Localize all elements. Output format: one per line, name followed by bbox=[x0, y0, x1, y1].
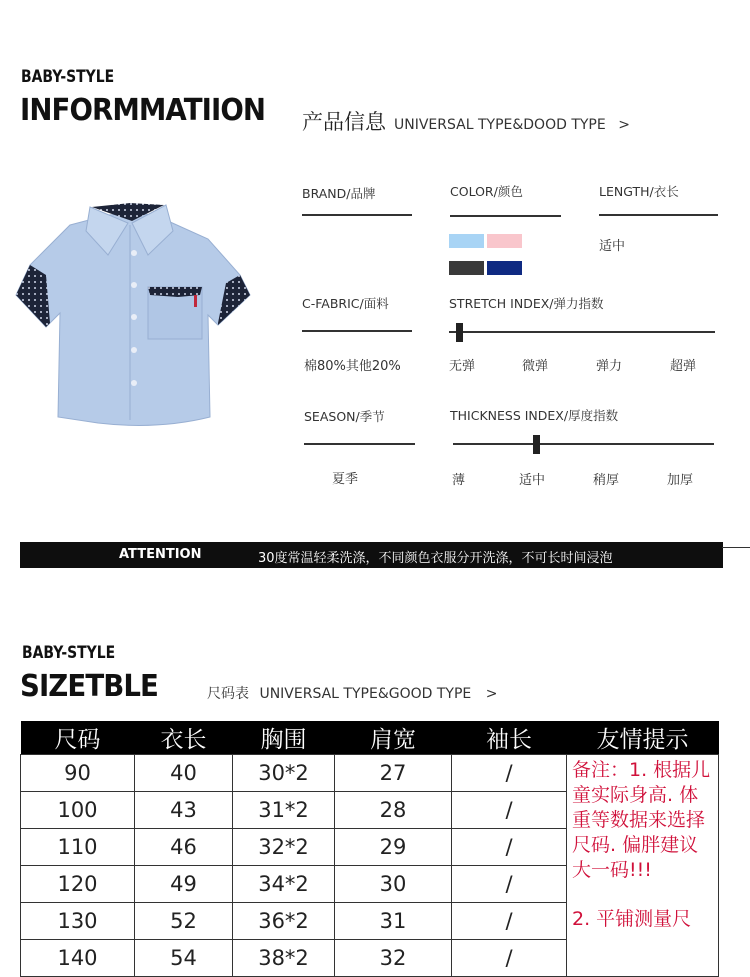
season-label: SEASON/季节 bbox=[304, 409, 385, 424]
attention-text: 30度常温轻柔洗涤，不同颜色衣服分开洗涤，不可长时间浸泡 bbox=[258, 551, 613, 566]
cell-size: 90 bbox=[21, 755, 135, 792]
cell-length: 54 bbox=[135, 940, 233, 977]
cell-shoulder: 29 bbox=[335, 829, 452, 866]
brand-title: INFORMMATIION bbox=[20, 93, 266, 128]
cell-shoulder: 32 bbox=[335, 940, 452, 977]
cell-sleeve: / bbox=[452, 903, 567, 940]
cell-sleeve: / bbox=[452, 829, 567, 866]
size-subtitle bbox=[207, 683, 497, 703]
thickness-option: 加厚 bbox=[667, 473, 694, 488]
cell-length: 43 bbox=[135, 792, 233, 829]
tips-cell bbox=[567, 755, 719, 977]
color-underline bbox=[450, 215, 561, 217]
cell-size: 110 bbox=[21, 829, 135, 866]
cell-size: 100 bbox=[21, 792, 135, 829]
cell-size: 140 bbox=[21, 940, 135, 977]
length-underline bbox=[599, 214, 718, 216]
brand-underline bbox=[302, 214, 412, 216]
color-swatch-navy bbox=[487, 261, 522, 275]
size-title: SIZETBLE bbox=[20, 669, 158, 704]
size-brand-small-label: BABY-STYLE bbox=[22, 643, 116, 663]
color-swatch-pink bbox=[487, 234, 522, 248]
cell-sleeve: / bbox=[452, 792, 567, 829]
attention-label: ATTENTION bbox=[119, 547, 202, 562]
attention-bar bbox=[20, 542, 723, 568]
size-subtitle-en: UNIVERSAL TYPE&GOOD TYPE bbox=[259, 686, 472, 702]
thickness-option: 稍厚 bbox=[593, 473, 620, 488]
cell-sleeve: / bbox=[452, 755, 567, 792]
header-tips: 友情提示 bbox=[567, 721, 719, 755]
color-label: COLOR/颜色 bbox=[450, 184, 523, 199]
brand-label: BRAND/品牌 bbox=[302, 186, 376, 201]
size-table bbox=[20, 721, 719, 977]
thickness-option: 适中 bbox=[519, 473, 546, 488]
cell-length: 52 bbox=[135, 903, 233, 940]
stretch-option: 无弹 bbox=[449, 359, 476, 374]
section-heading bbox=[302, 106, 630, 136]
length-value: 适中 bbox=[599, 239, 626, 254]
stretch-scale bbox=[449, 331, 715, 333]
cell-chest: 36*2 bbox=[233, 903, 335, 940]
cell-length: 40 bbox=[135, 755, 233, 792]
fabric-value: 棉80%其他20% bbox=[304, 359, 401, 374]
attention-divider bbox=[722, 547, 750, 548]
fabric-underline bbox=[302, 330, 412, 332]
stretch-option: 弹力 bbox=[596, 359, 623, 374]
brand-small-label: BABY-STYLE bbox=[21, 67, 115, 87]
thickness-option: 薄 bbox=[452, 473, 466, 488]
size-table-header bbox=[21, 721, 719, 755]
stretch-option: 微弹 bbox=[522, 359, 549, 374]
cell-shoulder: 28 bbox=[335, 792, 452, 829]
header-size: 尺码 bbox=[21, 721, 135, 755]
color-swatch-light-blue bbox=[449, 234, 484, 248]
color-swatch-dark-gray bbox=[449, 261, 484, 275]
thickness-marker bbox=[533, 435, 540, 454]
stretch-marker bbox=[456, 323, 463, 342]
cell-shoulder: 31 bbox=[335, 903, 452, 940]
season-underline bbox=[304, 443, 415, 445]
header-sleeve: 袖长 bbox=[452, 721, 567, 755]
thickness-scale bbox=[453, 443, 714, 445]
cell-chest: 32*2 bbox=[233, 829, 335, 866]
header-shoulder: 肩宽 bbox=[335, 721, 452, 755]
tip-note-1: 备注：1. 根据儿童实际身高. 体重等数据来选择尺码. 偏胖建议大一码!!! bbox=[572, 759, 711, 881]
cell-chest: 30*2 bbox=[233, 755, 335, 792]
cell-shoulder: 30 bbox=[335, 866, 452, 903]
fabric-label: C-FABRIC/面料 bbox=[302, 296, 389, 311]
cell-size: 130 bbox=[21, 903, 135, 940]
tip-note-2: 2. 平铺测量尺 bbox=[572, 908, 692, 930]
cell-chest: 34*2 bbox=[233, 866, 335, 903]
cell-chest: 31*2 bbox=[233, 792, 335, 829]
section-heading-cn: 产品信息 bbox=[302, 110, 386, 134]
cell-length: 46 bbox=[135, 829, 233, 866]
cell-size: 120 bbox=[21, 866, 135, 903]
cell-length: 49 bbox=[135, 866, 233, 903]
stretch-option: 超弹 bbox=[670, 359, 697, 374]
cell-sleeve: / bbox=[452, 940, 567, 977]
chevron-right-icon: > bbox=[618, 117, 630, 133]
length-label: LENGTH/衣长 bbox=[599, 184, 679, 199]
stretch-label: STRETCH INDEX/弹力指数 bbox=[449, 296, 604, 311]
section-heading-en: UNIVERSAL TYPE&DOOD TYPE bbox=[394, 117, 606, 133]
cell-chest: 38*2 bbox=[233, 940, 335, 977]
header-length: 衣长 bbox=[135, 721, 233, 755]
table-row bbox=[21, 755, 719, 792]
shirt-image bbox=[8, 195, 258, 440]
header-chest: 胸围 bbox=[233, 721, 335, 755]
thickness-label: THICKNESS INDEX/厚度指数 bbox=[450, 408, 619, 423]
chevron-right-icon: > bbox=[485, 686, 498, 702]
season-value: 夏季 bbox=[332, 472, 359, 487]
cell-shoulder: 27 bbox=[335, 755, 452, 792]
size-subtitle-cn: 尺码表 bbox=[207, 686, 249, 702]
cell-sleeve: / bbox=[452, 866, 567, 903]
